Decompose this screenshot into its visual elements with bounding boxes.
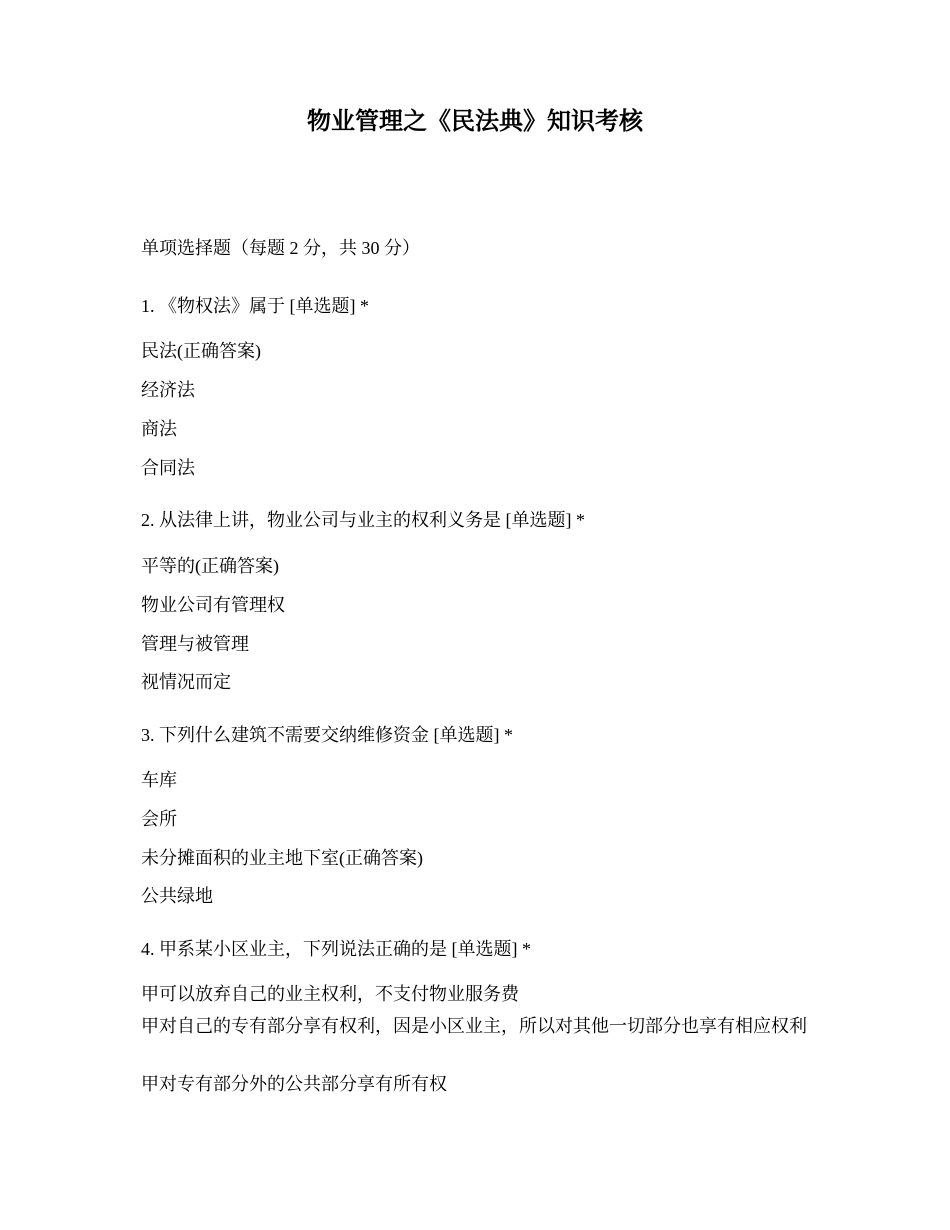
question-4-option-2: 甲对自己的专有部分享有权利，因是小区业主，所以对其他一切部分也享有相应权利 <box>141 1016 807 1036</box>
question-1-text: 1. 《物权法》属于 [单选题] * <box>141 296 369 316</box>
question-3-text: 3. 下列什么建筑不需要交纳维修资金 [单选题] * <box>141 725 513 745</box>
question-4-option-3: 甲对专有部分外的公共部分享有所有权 <box>141 1074 447 1094</box>
question-1-option-2: 经济法 <box>141 380 195 400</box>
question-2-text: 2. 从法律上讲，物业公司与业主的权利义务是 [单选题] * <box>141 510 585 530</box>
document-title: 物业管理之《民法典》知识考核 <box>307 109 643 135</box>
question-2-option-1: 平等的(正确答案) <box>141 556 279 576</box>
section-header: 单项选择题（每题 2 分，共 30 分） <box>141 238 420 258</box>
question-1-option-4: 合同法 <box>141 458 195 478</box>
question-3-option-4: 公共绿地 <box>141 886 213 906</box>
question-2-option-2: 物业公司有管理权 <box>141 595 285 615</box>
question-2-option-3: 管理与被管理 <box>141 634 249 654</box>
question-3-option-2: 会所 <box>141 809 177 829</box>
question-4-option-1: 甲可以放弃自己的业主权利，不支付物业服务费 <box>141 984 519 1004</box>
question-2-option-4: 视情况而定 <box>141 672 231 692</box>
question-4-text: 4. 甲系某小区业主，下列说法正确的是 [单选题] * <box>141 939 531 959</box>
question-3-option-3: 未分摊面积的业主地下室(正确答案) <box>141 848 423 868</box>
question-1-option-1: 民法(正确答案) <box>141 341 261 361</box>
question-1-option-3: 商法 <box>141 419 177 439</box>
question-3-option-1: 车库 <box>141 770 177 790</box>
